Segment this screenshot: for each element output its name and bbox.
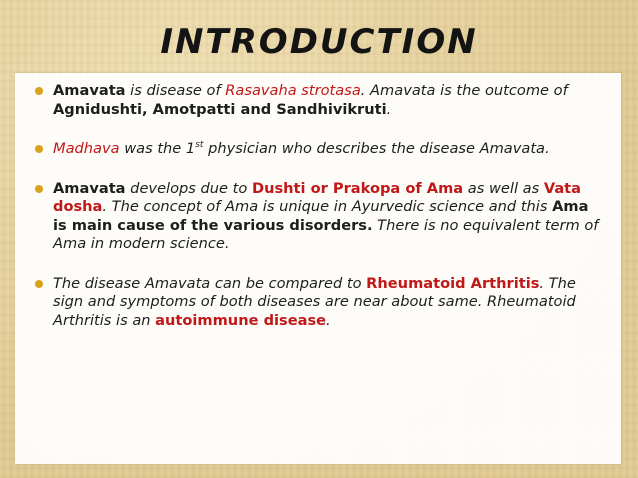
slide-title: INTRODUCTION xyxy=(160,22,478,62)
bullet-item-3 xyxy=(15,180,621,254)
bullet-dot-icon xyxy=(35,87,43,95)
highlight-bold-text: Vata dosha xyxy=(53,179,581,215)
bullet-item-4 xyxy=(15,275,621,331)
bullet-text: is disease of xyxy=(125,82,226,99)
bullet-dot-icon xyxy=(35,145,43,153)
bullet-text: was the 1 xyxy=(119,140,196,157)
bullet-text: There is no equivalent term of Ama in modern science. xyxy=(53,216,599,252)
bold-text: Amavata xyxy=(53,179,126,197)
bullet-text: Amavata xyxy=(53,82,126,99)
bullet-text: . xyxy=(386,100,392,118)
bullet-list xyxy=(15,82,621,330)
highlight-bold-text: Rheumatoid Arthritis xyxy=(366,274,540,292)
bullet-item-1 xyxy=(15,82,621,119)
highlight-text: Rasavaha strotasa xyxy=(225,82,361,99)
superscript-text: st xyxy=(195,140,204,151)
bold-text: Agnidushti, Amotpatti and Sandhivikruti xyxy=(53,100,387,118)
bold-text: Ama is main cause of the various disorders. xyxy=(53,198,589,234)
content-panel xyxy=(15,73,621,464)
bullet-text: . xyxy=(326,311,331,329)
bullet-dot-icon xyxy=(35,185,43,193)
bullet-text: as well as xyxy=(463,179,544,197)
bullet-text: physician who describes the disease Amavata. xyxy=(203,140,550,157)
bullet-text: . Amavata is the outcome of xyxy=(360,82,568,99)
bullet-text: . The concept of Ama is unique in Ayurvedic science and this xyxy=(102,198,553,215)
highlight-text: Madhava xyxy=(53,140,120,157)
bullet-text: The disease Amavata can be compared to xyxy=(53,274,367,292)
highlight-bold-text: Dushti or Prakopa of Ama xyxy=(251,179,464,197)
highlight-bold-text: autoimmune disease xyxy=(155,311,327,329)
bullet-item-2 xyxy=(15,140,621,159)
bullet-text: . The sign and symptoms of both diseases are near about same. Rheumatoid Arthritis is an xyxy=(53,274,576,329)
bullet-dot-icon xyxy=(35,280,43,288)
bullet-text: develops due to xyxy=(125,179,252,197)
